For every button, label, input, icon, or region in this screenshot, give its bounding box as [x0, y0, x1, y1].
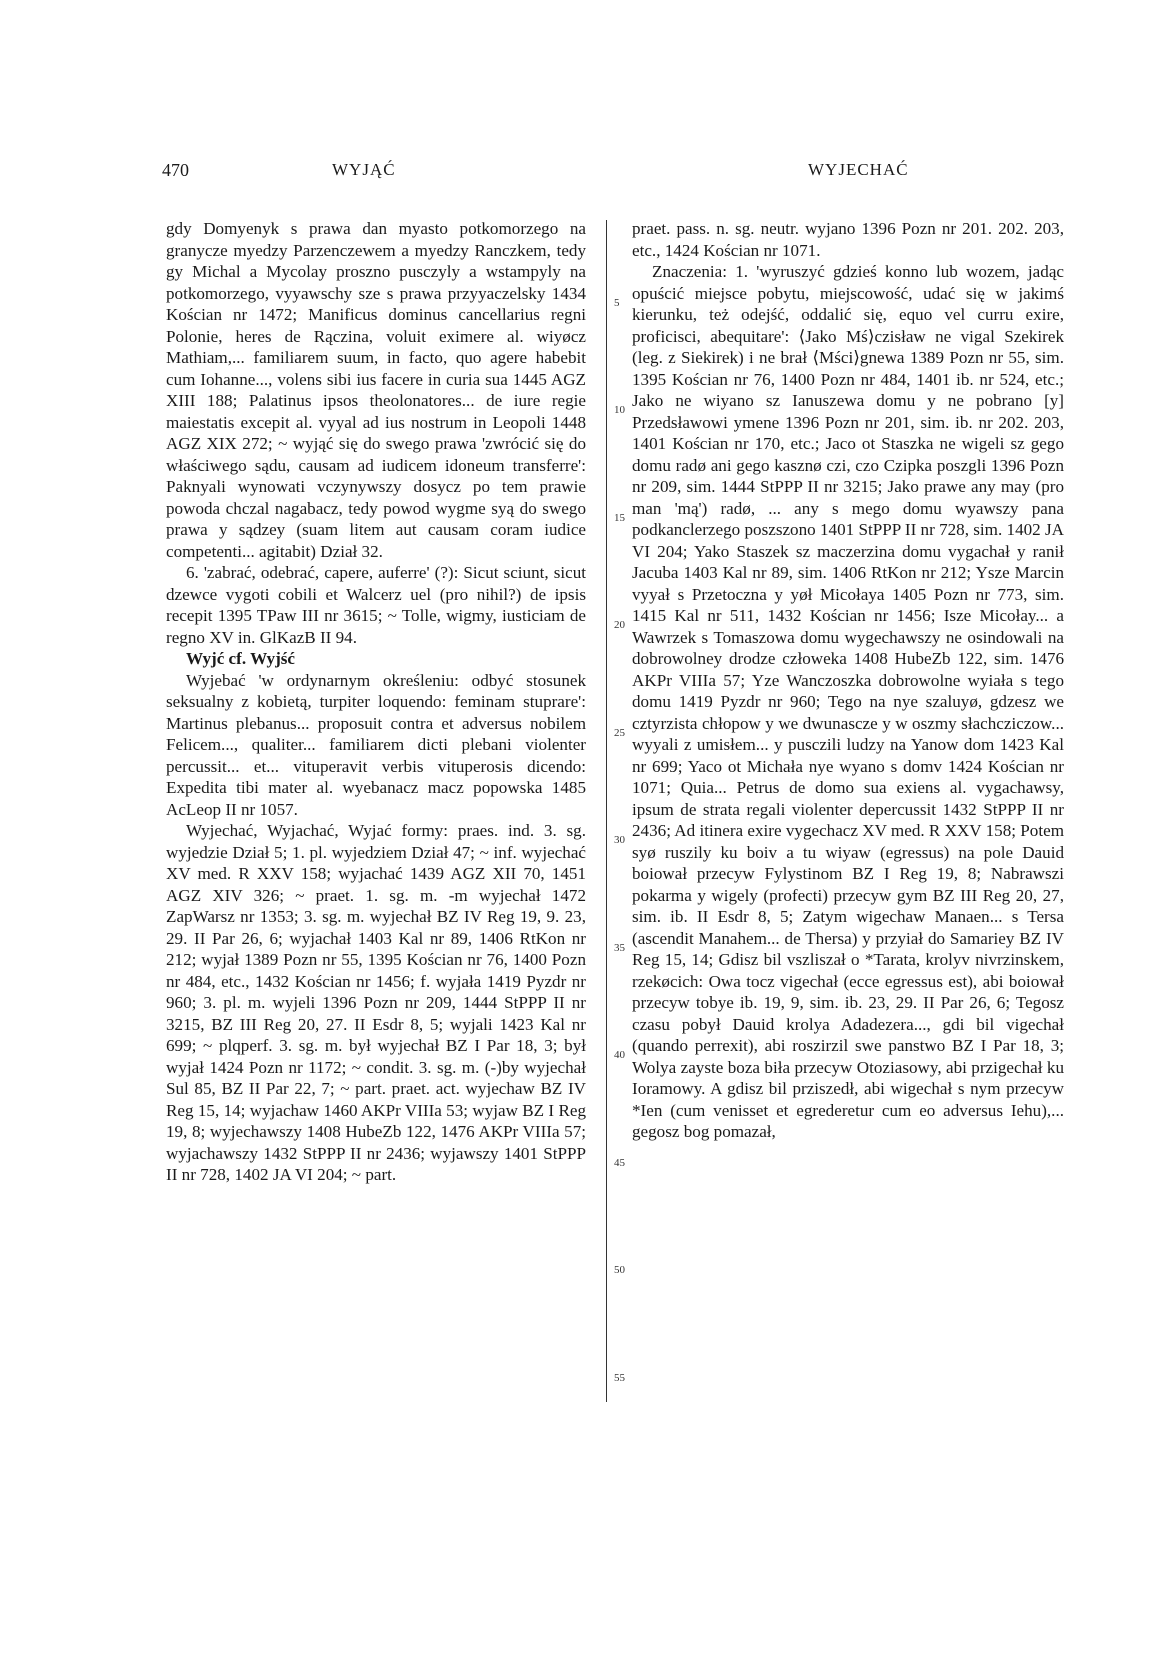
right-paragraph: praet. pass. n. sg. neutr. wyjano 1396 Pozn nr 201. 202. 203, etc., 1424 Kościan nr 1071.: [632, 219, 1064, 260]
right-paragraph: Znaczenia: 1. 'wyruszyć gdzieś konno lub wozem, jadąc opuścić miejsce pobytu, miejscowość, udać się w jakimś kierunku, też odejść, oddalić się, equo vel curru exire, proficisci, abequitare': ⟨Jako Mś⟩czisław ne vigal Szekirek (leg. z Siekirek) i ne brał ⟨Mści⟩gnewa 1389 Pozn nr 55, sim. 1395 Kościan nr 76, 1400 Pozn nr 484, 1401 ib. nr 524, etc.; Jako ne wiyano sz Ianuszewa domu y ne pobrano [y] Przedsławowi ymene 1396 Pozn nr 201, sim. ib. nr 202. 203, 1401 Kościan nr 170, etc.; Jaco ot Staszka ne wigeli sz gego domu radø ani gego kasznø czi, czo Czipka poszgli 1396 Pozn nr 209, sim. 1444 StPPP II nr 3215; Jako prawe any may (pro man 'mą') radø, ... any s mego domu wyawszy pana podkanclerzego poszszono 1401 StPPP II nr 728, sim. 1402 JA VI 204; Yako Staszek sz maczerzina domu vygachał y ranił Jacuba 1403 Kal nr 89, sim. 1406 RtKon nr 212; Ysze Marcin vyyał s Przetoczna y yøł Micołaya 1405 Pozn nr 773, sim. 1415 Kal nr 511, 1432 Kościan nr 1456; Isze Micołay... a Wawrzek s Tomaszowa domu wygechawszy ne osindowali na dobrowolney drodze człoweka 1408 HubeZb 122, sim. 1476 AKPr VIIIa 57; Yze Wanczoszka dobrowolne wyiała s tego domu 1419 Pyzdr nr 960; Tego na nye szaluyø, gdzesz we cztyrzista chłopow y we dwunascze y w oszmy słachcziczow... wyyali z umisłem... y pusczili ludzy na Yanow dom 1423 Kal nr 699; Yaco ot Michała nye wyano s domv 1424 Kościan nr 1071; Quia... Petrus de domo sua exiens al. vygachawsy, ipsum de strata regali violenter depercussit 1432 StPPP II nr 2436; Ad itinera exire vygechacz XV med. R XXV 158; Potem syø ruszily ku boiv a tu wiyaw (egressus) na pole Dauid boiował przecyw Fylystinom BZ I Reg 19, 8; Nabrawszi pokarma y wigely (profecti) przecyw gym BZ III Reg 20, 27, sim. ib. II Esdr 8, 5; Zatym wigechaw Manaen... s Tersa (ascendit Manahem... de Thersa) y przyiał do Samariey BZ IV Reg 15, 14; Gdisz bil vszliszał o *Tarata, krolyv nivrzinskem, rzekøcich: Owa tocz vigechał (ecce egressus est), abi boiował przecyw tobye ib. 19, 9, sim. ib. 23, 29. II Par 26, 6; Tegosz czasu pobył Dauid krolya Adadezera..., gdi bil vigechał (quando perrexit), abi roszirzil swe panstwo BZ I Par 18, 3; Wolya zayste boza biła przecyw Otoziasowy, abi przigechał ku Ioramowy. A gdisz bil prziszedł, abi wigechał s nym przecyw *Ien (cum venisset et egrederetur cum eo adversus Iehu),... gegosz bog pomazał,: [632, 262, 1064, 1141]
page-number: 470: [162, 160, 189, 180]
left-running-head: WYJĄĆ: [332, 160, 396, 179]
line-number: 20: [614, 619, 625, 631]
column-rule: [606, 220, 607, 1402]
left-paragraph: gdy Domyenyk s prawa dan myasto potkomorzego na granycze myedzy Parzenczewem a myedzy Ranczkem, tedy gy Michal a Mycolay proszno pusczyly a wstampyly na potkomorzego, vyyawschy sze s prawa przyyaczelsky 1434 Kościan nr 1472; Manificus dominus cancellarius regni Polonie, heres de Rączina, voluit eximere al. wiyøcz Mathiam,... familiarem suum, in facto, quo agere habebit cum Iohanne..., volens sibi ius facere in curia sua 1445 AGZ XIII 188; Palatinus ipsos theolonatores... de iure regie maiestatis excepit al. vyyal ad ius nostrum in Leopoli 1448 AGZ XIX 272; ~ wyjąć się do swego prawa 'zwrócić się do właściwego sądu, causam ad iudicem idoneum transferre': Paknyali wynowati vczynywszy dosycz po tem prawie powoda chczal nagabacz, tedy powod wygme syą do swego prawa y sądzey (suam litem aut causam coram iudice competenti... agitabit) Dział 32.: [166, 219, 586, 561]
line-number: 15: [614, 512, 625, 524]
line-number: 50: [614, 1264, 625, 1276]
left-paragraph: 6. 'zabrać, odebrać, capere, auferre' (?): Sicut sciunt, sicut dzewce vygoti cobili et Walcerz uel (pro nihil?) de ipsis recepit 1395 TPaw III nr 3615; ~ Tolle, wigmy, iusticiam de regno XV in. GlKazB II 94.: [166, 563, 586, 647]
line-number: 40: [614, 1049, 625, 1061]
running-header: [0, 160, 1163, 190]
left-column: [166, 218, 586, 1186]
right-column: [632, 218, 1064, 1143]
line-number: 35: [614, 942, 625, 954]
line-number: 55: [614, 1372, 625, 1384]
line-number: 25: [614, 727, 625, 739]
line-number: 5: [614, 297, 620, 309]
line-number: 10: [614, 404, 625, 416]
line-number: 30: [614, 834, 625, 846]
left-paragraph: Wyjebać 'w ordynarnym określeniu: odbyć stosunek seksualny z kobietą, turpiter loquendo: feminam stuprare': Martinus plebanus... proposuit contra et adversus nobilem Felicem..., qualiter... familiarem dicti plebani violenter percussit... et... vituperavit verbis vituperosis dicendo: Expedita tibi mater al. wyebanacz macz popowska 1485 AcLeop II nr 1057.: [166, 670, 586, 819]
left-paragraph: Wyjć cf. Wyjść: [186, 649, 296, 668]
left-paragraph: Wyjechać, Wyjachać, Wyjać formy: praes. ind. 3. sg. wyjedzie Dział 5; 1. pl. wyjedziem Dział 47; ~ inf. wyjechać XV med. R XXV 158; wyjachać 1439 AGZ XII 70, 1451 AGZ XIV 326; ~ praet. 1. sg. m. -m wyjechał 1472 ZapWarsz nr 1353; 3. sg. m. wyjechał BZ IV Reg 19, 9. 23, 29. II Par 26, 6; wyjachał 1403 Kal nr 89, 1406 RtKon nr 212; wyjał 1389 Pozn nr 55, 1395 Kościan nr 76, 1400 Pozn nr 484, etc., 1432 Kościan nr 1456; f. wyjała 1419 Pyzdr nr 960; 3. pl. m. wyjeli 1396 Pozn nr 209, 1444 StPPP II nr 3215, BZ III Reg 20, 27. II Esdr 8, 5; wyjali 1423 Kal nr 699; ~ plqperf. 3. sg. m. był wyjechał BZ I Par 18, 3; był wyjał 1424 Pozn nr 1172; ~ condit. 3. sg. m. (-)by wyjechał Sul 85, BZ II Par 22, 7; ~ part. praet. act. wyjechaw BZ IV Reg 15, 14; wyjachaw 1460 AKPr VIIIa 53; wyjaw BZ I Reg 19, 8; wyjechawszy 1408 HubeZb 122, 1476 AKPr VIIIa 57; wyjachawszy 1432 StPPP II nr 2436; wyjawszy 1401 StPPP II nr 728, 1402 JA VI 204; ~ part.: [166, 821, 586, 1184]
right-running-head: WYJECHAĆ: [808, 160, 909, 179]
line-number: 45: [614, 1157, 625, 1169]
